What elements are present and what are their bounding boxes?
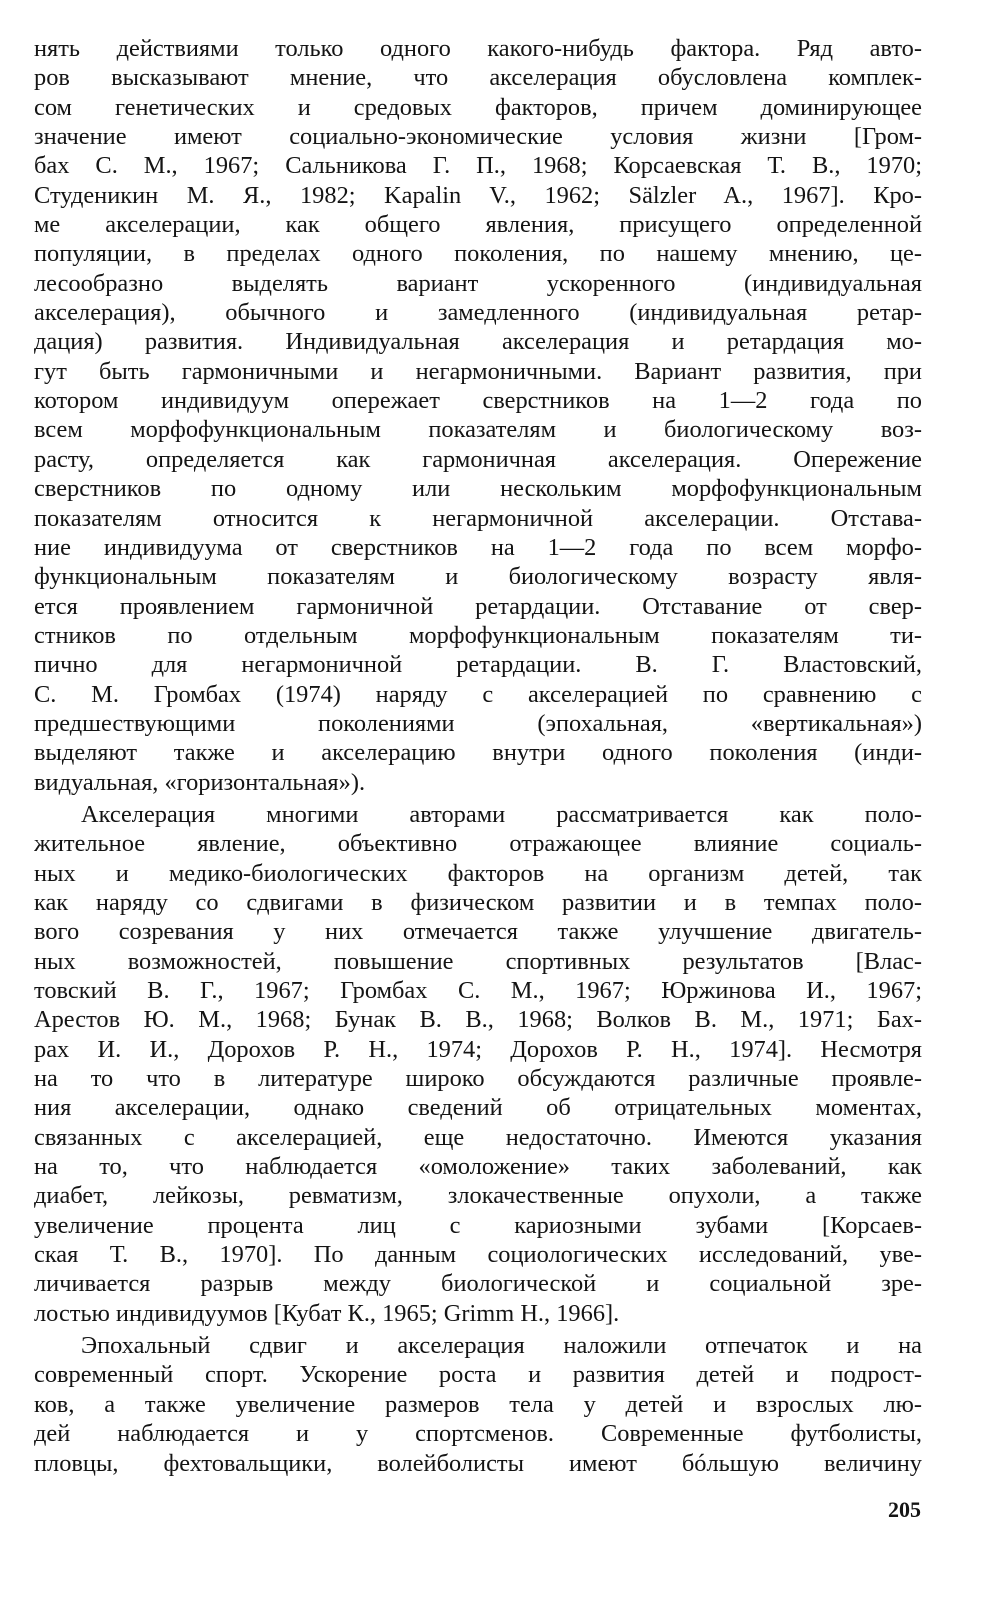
text-line: показателям относится к негармоничной акселерации. Отстава- (34, 504, 922, 532)
text-line: ных и медико-биологических факторов на организм детей, так (34, 859, 922, 887)
text-line: товский В. Г., 1967; Громбах С. М., 1967; Юржинова И., 1967; (34, 977, 922, 1004)
text-line: предшествующими поколениями (эпохальная, «вертикальная») (34, 709, 922, 737)
text-line: котором индивидуум опережает сверстников на 1—2 года по (34, 387, 922, 415)
text-line: выделяют также и акселерацию внутри одного поколения (инди- (34, 739, 922, 767)
text-line: Эпохальный сдвиг и акселерация наложили отпечаток и на (81, 1332, 922, 1360)
text-line: диабет, лейкозы, ревматизм, злокачественные опухоли, а также (34, 1182, 922, 1210)
text-line: акселерация), обычного и замедленного (индивидуальная ретар- (34, 299, 922, 327)
text-line: современный спорт. Ускорение роста и развития детей и подрост- (34, 1361, 922, 1389)
text-line: популяции, в пределах одного поколения, по нашему мнению, це- (34, 240, 922, 268)
text-line: Арестов Ю. М., 1968; Бунак В. В., 1968; Волков В. М., 1971; Бах- (34, 1006, 922, 1034)
text-line: пловцы, фехтовальщики, волейболисты имеют бóльшую величину (34, 1449, 922, 1477)
text-line: как наряду со сдвигами в физическом развитии и в темпах поло- (34, 888, 922, 916)
text-line: ется проявлением гармоничной ретардации. Отставание от свер- (34, 592, 922, 620)
text-line: сом генетических и средовых факторов, причем доминирующее (34, 93, 922, 121)
text-line: бах С. М., 1967; Сальникова Г. П., 1968; Корсаевская Т. В., 1970; (34, 152, 922, 180)
text-line: стников по отдельным морфофункциональным показателям ти- (34, 621, 922, 649)
text-line: пично для негармоничной ретардации. В. Г. Властовский, (34, 651, 922, 679)
text-line: Студеникин М. Я., 1982; Kapalin V., 1962; Sälzler A., 1967]. Кро- (34, 181, 922, 209)
text-line: вого созревания у них отмечается также улучшение двигатель- (34, 918, 922, 946)
text-line: на то что в литературе широко обсуждаются различные проявле- (34, 1065, 922, 1093)
text-line: сверстников по одному или нескольким морфофункциональным (34, 475, 922, 503)
text-line: ская Т. В., 1970]. По данным социологических исследований, уве- (34, 1241, 922, 1269)
text-line: лостью индивидуумов [Кубат К., 1965; Grimm H., 1966]. (34, 1299, 620, 1327)
text-line: С. М. Громбах (1974) наряду с акселерацией по сравнению с (34, 680, 922, 708)
text-line: жительное явление, объективно отражающее влияние социаль- (34, 830, 922, 858)
text-line: видуальная, «горизонтальная»). (34, 768, 366, 796)
text-line: дация) развития. Индивидуальная акселерация и ретардация мо- (34, 328, 922, 356)
text-line: гут быть гармоничными и негармоничными. Вариант развития, при (34, 357, 922, 385)
text-line: функциональным показателям и биологическому возрасту явля- (34, 563, 922, 591)
text-line: увеличение процента лиц с кариозными зубами [Корсаев- (34, 1211, 922, 1239)
text-line: всем морфофункциональным показателям и биологическому воз- (34, 416, 922, 444)
text-line: на то, что наблюдается «омоложение» таких заболеваний, как (34, 1153, 922, 1181)
text-line: ме акселерации, как общего явления, присущего определенной (34, 211, 922, 239)
text-line: значение имеют социально-экономические условия жизни [Гром- (34, 123, 922, 151)
text-line: расту, определяется как гармоничная акселерация. Опережение (34, 445, 922, 473)
text-line: ния акселерации, однако сведений об отрицательных моментах, (34, 1094, 922, 1122)
text-line: связанных с акселерацией, еще недостаточно. Имеются указания (34, 1123, 922, 1151)
text-line: ров высказывают мнение, что акселерация обусловлена комплек- (34, 64, 922, 92)
text-line: ных возможностей, повышение спортивных результатов [Влас- (34, 947, 922, 975)
body-text (34, 34, 922, 1478)
text-line: лесообразно выделять вариант ускоренного (индивидуальная (34, 269, 922, 297)
text-line: личивается разрыв между биологической и социальной зре- (34, 1270, 922, 1298)
text-line: нять действиями только одного какого-нибудь фактора. Ряд авто- (34, 35, 922, 62)
text-line: ков, а также увеличение размеров тела у детей и взрослых лю- (34, 1390, 922, 1418)
text-line: ние индивидуума от сверстников на 1—2 года по всем морфо- (34, 533, 922, 561)
text-line: Акселерация многими авторами рассматривается как поло- (81, 800, 922, 828)
text-line: рах И. И., Дорохов Р. Н., 1974; Дорохов Р. Н., 1974]. Несмотря (34, 1035, 922, 1063)
page-number: 205 (888, 1497, 921, 1522)
text-line: дей наблюдается и у спортсменов. Современные футболисты, (34, 1420, 922, 1448)
